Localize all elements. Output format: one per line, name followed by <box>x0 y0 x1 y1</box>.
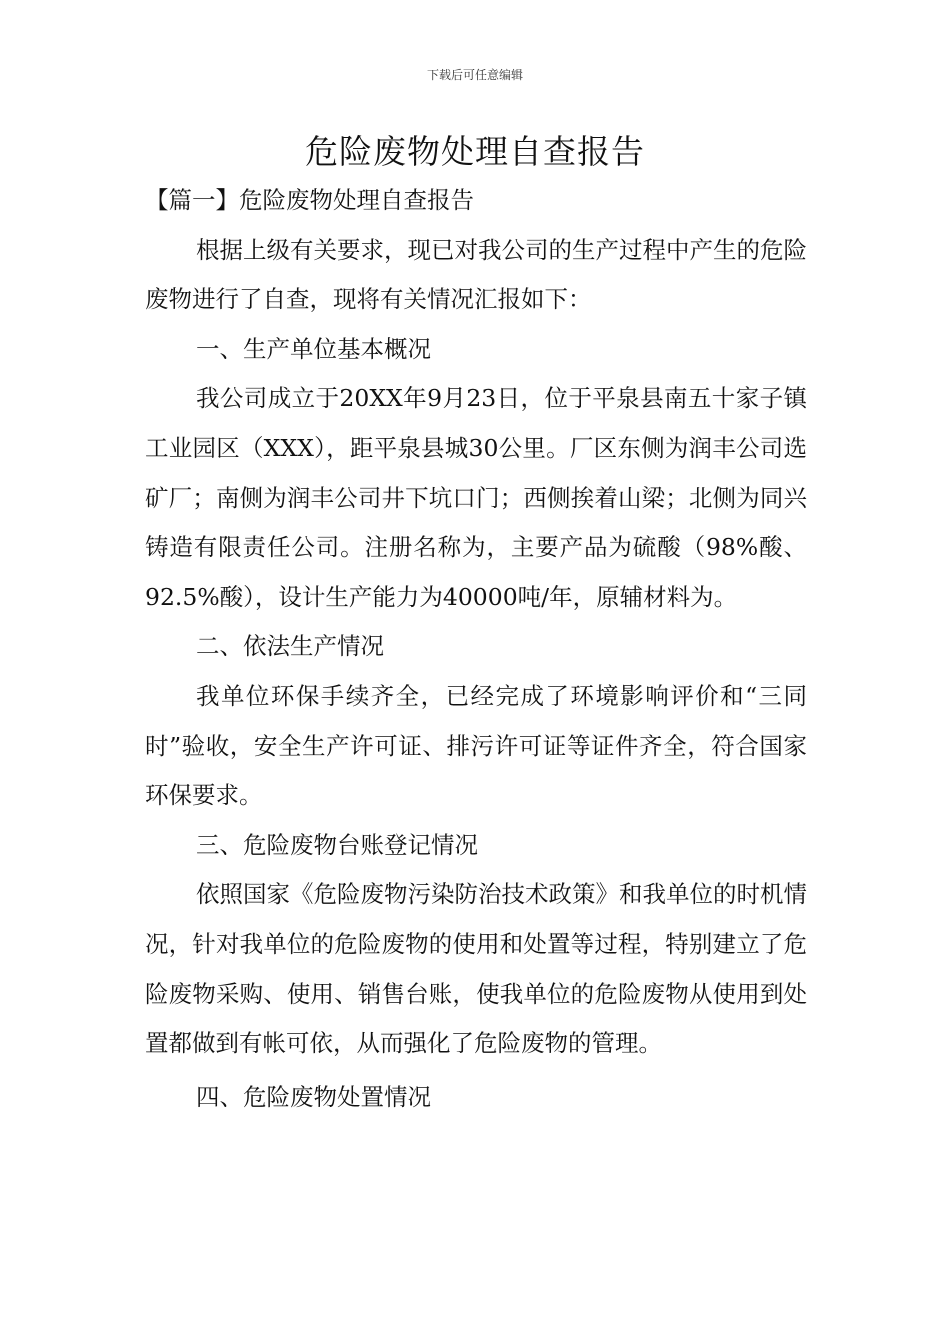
section-subtitle: 【篇一】危险废物处理自查报告 <box>145 186 474 214</box>
paragraph-legal-production: 我单位环保手续齐全，已经完成了环境影响评价和“三同时”验收，安全生产许可证、排污许可证等证件齐全，符合国家环保要求。 <box>145 681 807 810</box>
paragraph-intro: 根据上级有关要求，现已对我公司的生产过程中产生的危险废物进行了自查，现将有关情况汇报如下： <box>145 235 807 314</box>
heading-ledger-registration: 三、危险废物台账登记情况 <box>196 830 478 859</box>
header-note: 下载后可任意编辑 <box>426 68 523 82</box>
document-body <box>145 176 807 1122</box>
paragraph-ledger-registration: 依照国家《危险废物污染防治技术政策》和我单位的时机情况，针对我单位的危险废物的使用和处置等过程，特别建立了危险废物采购、使用、销售台账，使我单位的危险废物从使用到处置都做到有帐可依，从而强化了危险废物的管理。 <box>145 880 807 1058</box>
heading-legal-production: 二、依法生产情况 <box>196 632 384 661</box>
heading-basic-overview: 一、生产单位基本概况 <box>196 334 431 363</box>
paragraph-company-overview: 我公司成立于20XX年9月23日，位于平泉县南五十家子镇工业园区（XXX），距平泉县城30公里。厂区东侧为润丰公司选矿厂；南侧为润丰公司井下坑口门；西侧挨着山梁；北侧为同兴铸造有限责任公司。注册名称为，主要产品为硫酸（98%酸、92.5%酸），设计生产能力为40000吨/年，原辅材料为。 <box>145 384 807 611</box>
heading-waste-disposal: 四、危险废物处置情况 <box>196 1082 431 1111</box>
document-title: 危险废物处理自查报告 <box>305 132 645 171</box>
